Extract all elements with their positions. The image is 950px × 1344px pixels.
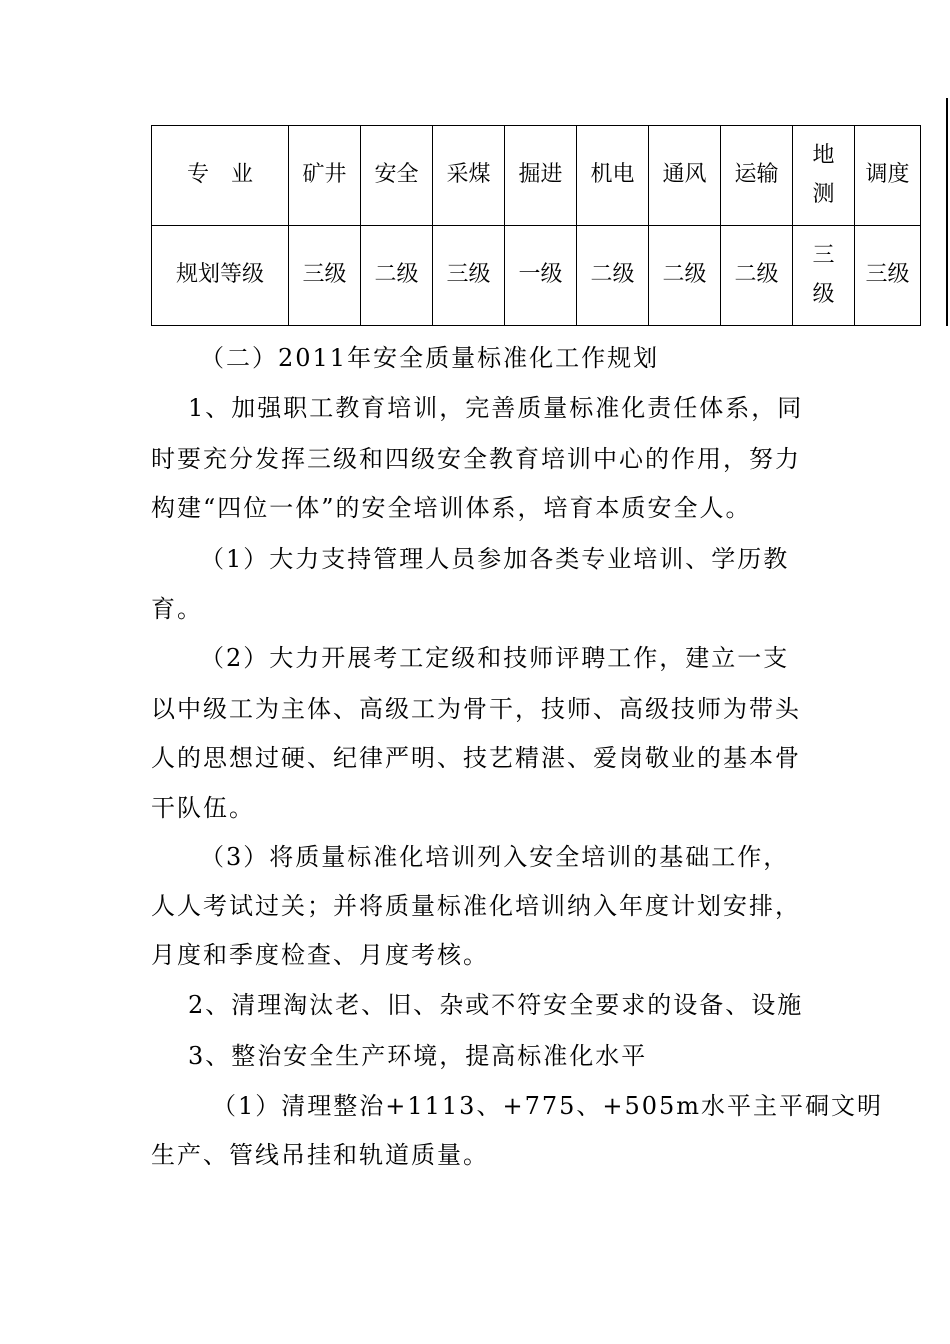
paragraph-line: （1）清理整治+1113、+775、+505m水平主平硐文明 bbox=[212, 1092, 884, 1120]
paragraph-line: 构建“四位一体”的安全培训体系，培育本质安全人。 bbox=[151, 494, 752, 522]
table-cell: 运输 bbox=[721, 126, 793, 226]
table-cell-stacked-text bbox=[812, 137, 834, 214]
section-heading: （二）2011年安全质量标准化工作规划 bbox=[200, 344, 660, 372]
table-row bbox=[152, 226, 921, 326]
paragraph-line: 以中级工为主体、高级工为骨干，技师、高级技师为带头 bbox=[151, 695, 801, 723]
paragraph-line: （3）将质量标准化培训列入安全培训的基础工作， bbox=[200, 843, 790, 871]
paragraph-line: 3、整治安全生产环境，提高标准化水平 bbox=[188, 1042, 648, 1070]
table-cell: 掘进 bbox=[505, 126, 577, 226]
table-cell-stacked-text bbox=[812, 237, 834, 314]
table-cell: 二级 bbox=[361, 226, 433, 326]
table-cell: 专 业 bbox=[152, 126, 289, 226]
table-cell: 二级 bbox=[649, 226, 721, 326]
table-cell: 三级 bbox=[289, 226, 361, 326]
table-cell: 三级 bbox=[855, 226, 921, 326]
stacked-char: 地 bbox=[812, 143, 835, 168]
table-cell: 一级 bbox=[505, 226, 577, 326]
table-cell: 通风 bbox=[649, 126, 721, 226]
table-cell: 二级 bbox=[721, 226, 793, 326]
stacked-char: 测 bbox=[812, 181, 835, 207]
table-cell: 三级 bbox=[433, 226, 505, 326]
table-header-row bbox=[152, 126, 921, 226]
stacked-char: 级 bbox=[812, 281, 835, 307]
paragraph-line: （1）大力支持管理人员参加各类专业培训、学历教 bbox=[200, 545, 790, 573]
table-cell: 二级 bbox=[577, 226, 649, 326]
table-cell: 机电 bbox=[577, 126, 649, 226]
page-edge-line bbox=[946, 98, 948, 326]
paragraph-line: 时要充分发挥三级和四级安全教育培训中心的作用，努力 bbox=[151, 445, 801, 473]
table-cell: 调度 bbox=[855, 126, 921, 226]
table-cell: 矿井 bbox=[289, 126, 361, 226]
paragraph-line: 1、加强职工教育培训，完善质量标准化责任体系，同 bbox=[188, 394, 804, 422]
paragraph-line: 月度和季度检查、月度考核。 bbox=[151, 941, 489, 969]
table-cell: 安全 bbox=[361, 126, 433, 226]
paragraph-line: 干队伍。 bbox=[151, 794, 255, 822]
table-cell: 规划等级 bbox=[152, 226, 289, 326]
paragraph-line: （2）大力开展考工定级和技师评聘工作，建立一支 bbox=[200, 644, 790, 672]
table-cell: 采煤 bbox=[433, 126, 505, 226]
paragraph-line: 2、清理淘汰老、旧、杂或不符安全要求的设备、设施 bbox=[188, 991, 804, 1019]
paragraph-line: 生产、管线吊挂和轨道质量。 bbox=[151, 1141, 489, 1169]
grade-table bbox=[151, 125, 921, 326]
stacked-char: 三 bbox=[812, 243, 835, 268]
paragraph-line: 育。 bbox=[151, 595, 203, 623]
table-cell bbox=[793, 126, 855, 226]
paragraph-line: 人人考试过关；并将质量标准化培训纳入年度计划安排， bbox=[151, 892, 801, 920]
paragraph-line: 人的思想过硬、纪律严明、技艺精湛、爱岗敬业的基本骨 bbox=[151, 744, 801, 772]
table-cell bbox=[793, 226, 855, 326]
